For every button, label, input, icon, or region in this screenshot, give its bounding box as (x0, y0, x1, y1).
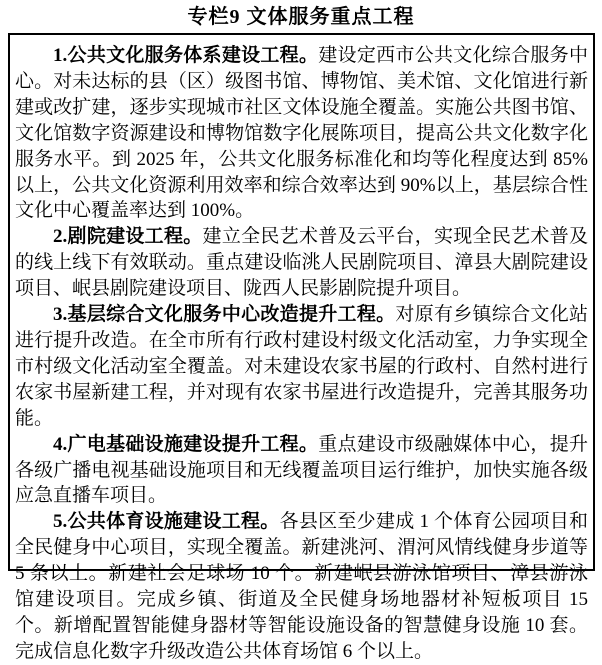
paragraph-text: 各县区至少建成 1 个体育公园项目和全民健身中心项目，实现全覆盖。新建洮河、渭河风情线健身步道等 5 条以上。新建社会足球场 10 个。新建岷县游泳馆项目、漳县游泳馆建设项目。完成乡镇、街道及全民健身场地器材补短板项目 15 个。新增配置智能健身器材等智能设施设备的智慧健身设施 10 套。完成信息化数字升级改造公共体育场馆 6 个以上。 (15, 511, 588, 662)
document-page (0, 5, 602, 662)
paragraph-text: 建立全民艺术普及云平台，实现全民艺术普及的线上线下有效联动。重点建设临洮人民剧院项目、漳县大剧院建设项目、岷县剧院建设项目、陇西人民影剧院提升项目。 (15, 226, 588, 300)
paragraph-heading: 5.公共体育设施建设工程。 (53, 511, 280, 533)
paragraph (15, 43, 588, 224)
paragraph-heading: 4.广电基础设施建设提升工程。 (53, 433, 319, 455)
paragraph (15, 302, 588, 432)
paragraph-heading: 3.基层综合文化服务中心改造提升工程。 (53, 304, 396, 326)
paragraph-text: 建设定西市公共文化综合服务中心。对未达标的县（区）级图书馆、博物馆、美术馆、文化馆进行新建或改扩建，逐步实现城市社区文体设施全覆盖。实施公共图书馆、文化馆数字资源建设和博物馆数字化展陈项目，提高公共文化数字化服务水平。到 2025 年，公共文化服务标准化和均等化程度达到 85%以上，公共文化资源利用效率和综合效率达到 90%以上，基层综合性文化中心覆盖率达到 100%。 (15, 45, 588, 222)
paragraph (15, 432, 588, 510)
paragraph-text: 对原有乡镇综合文化站进行提升改造。在全市所有行政村建设村级文化活动室，力争实现全市村级文化活动室全覆盖。对未建设农家书屋的行政村、自然村进行农家书屋新建工程，并对现有农家书屋进行改造提升，完善其服务功能。 (15, 304, 588, 429)
panel-box (8, 33, 595, 662)
paragraph-text: 重点建设市级融媒体中心，提升各级广播电视基础设施项目和无线覆盖项目运行维护，加快实施各级应急直播车项目。 (15, 433, 588, 507)
paragraph-heading: 2.剧院建设工程。 (53, 226, 203, 248)
page-title: 专栏9 文体服务重点工程 (187, 6, 415, 28)
panel-body (15, 43, 588, 665)
paragraph (15, 224, 588, 302)
paragraph-heading: 1.公共文化服务体系建设工程。 (53, 45, 319, 66)
paragraph (15, 509, 588, 664)
